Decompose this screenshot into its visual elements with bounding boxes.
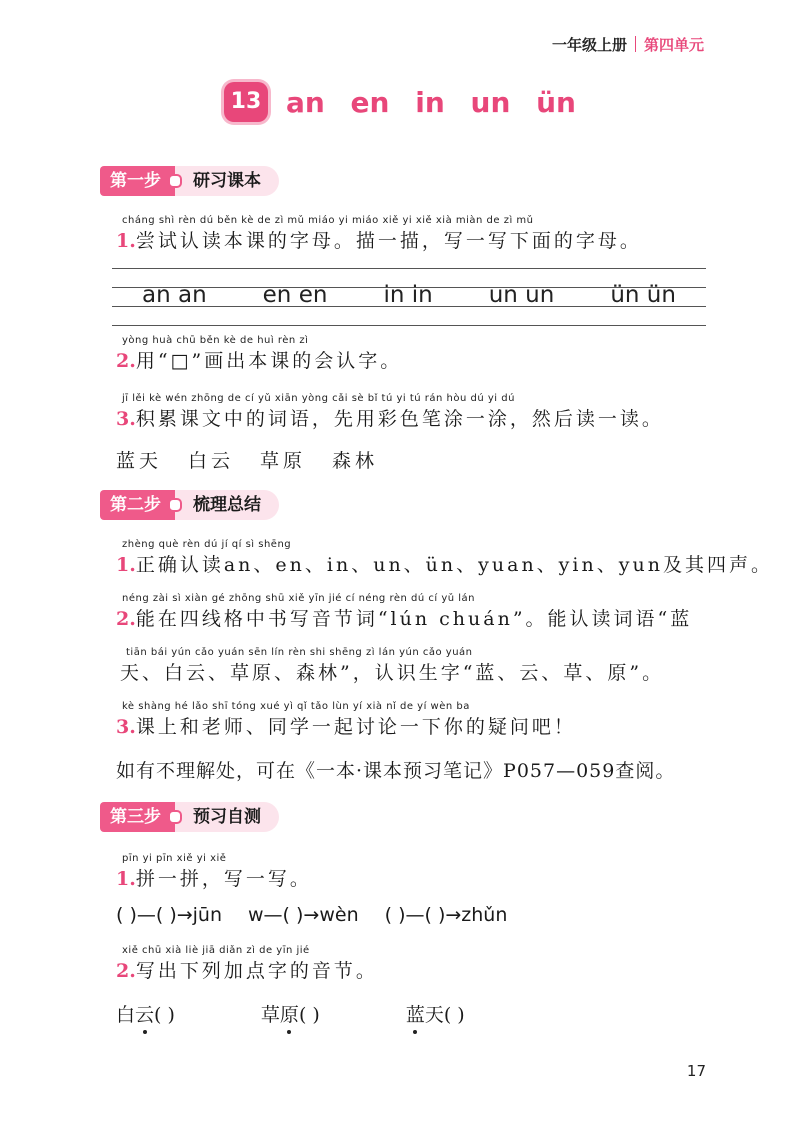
step-2-tag-text: 第二步 — [110, 495, 161, 515]
step-2-q2 — [116, 592, 692, 632]
question-text: 能在四线格中书写音节词“lún chuán”。能认读词语“蓝 — [135, 608, 693, 630]
lesson-title — [0, 82, 800, 126]
reference-note: 如有不理解处，可在《一本·课本预习笔记》P057—059查阅。 — [116, 760, 676, 782]
vocabulary-words — [116, 446, 404, 473]
four-line-grid — [112, 268, 706, 326]
step-3-heading — [100, 802, 279, 832]
step-2-tag — [100, 490, 175, 520]
step-3-name: 预习自测 — [175, 802, 279, 832]
step-2-q2-cont — [120, 646, 664, 686]
trace-pair: en en — [262, 282, 328, 308]
step-3-tag-text: 第三步 — [110, 807, 161, 827]
step-1-tag — [100, 166, 175, 196]
step-1-heading — [100, 166, 279, 196]
spelling-blank[interactable]: ( )—( )→zhǔn — [384, 904, 508, 926]
lesson-vowels: an en in un ün — [285, 85, 576, 119]
question-text: 天、白云、草原、森林”，认识生字“蓝、云、草、原”。 — [120, 662, 665, 684]
spelling-blank[interactable]: ( )—( )→jūn — [116, 904, 223, 926]
step-1-name: 研习课本 — [175, 166, 279, 196]
syllable-item[interactable]: 白云( ) — [116, 1004, 175, 1026]
syllable-item[interactable]: 蓝天( ) — [405, 1004, 465, 1026]
page-header — [552, 34, 704, 55]
spelling-exercise — [116, 904, 533, 926]
step-2-q1 — [116, 538, 773, 578]
step-dot-icon — [168, 174, 182, 188]
vocab-word: 蓝天 — [116, 450, 163, 472]
step-3-tag — [100, 802, 175, 832]
spelling-blank[interactable]: w—( )→wèn — [248, 904, 359, 926]
syllable-item[interactable]: 草原( ) — [260, 1004, 320, 1026]
unit-label: 第四单元 — [643, 36, 704, 54]
syllable-exercise — [116, 1000, 525, 1027]
question-number: 2. — [116, 960, 136, 982]
pinyin-annotation: zhèng què rèn dú jí qí sì shēng — [122, 539, 292, 550]
question-number: 1. — [116, 868, 136, 890]
dotted-char: 云 — [135, 1004, 155, 1026]
pinyin-annotation: jī lěi kè wén zhōng de cí yǔ xiān yòng cǎi sè bǐ tú yi tú rán hòu dú yi dú — [122, 393, 515, 404]
page-number: 17 — [686, 1062, 706, 1080]
step-1-q1 — [116, 214, 642, 254]
step-2-q3 — [116, 700, 576, 740]
trace-pair: ün ün — [610, 282, 676, 308]
vocab-word: 白云 — [188, 450, 235, 472]
trace-pair: un un — [488, 282, 555, 308]
grade-label: 一年级上册 — [551, 36, 627, 54]
pinyin-annotation: kè shàng hé lǎo shī tóng xué yì qǐ tǎo lùn yí xià nǐ de yí wèn ba — [122, 701, 470, 712]
pinyin-annotation: néng zài sì xiàn gé zhōng shū xiě yīn jié cí néng rèn dú cí yǔ lán — [122, 593, 476, 604]
dotted-char: 蓝 — [405, 1004, 425, 1026]
question-text: 写出下列加点字的音节。 — [135, 960, 378, 982]
step-3-q1 — [116, 852, 312, 892]
question-text: 积累课文中的词语，先用彩色笔涂一涂，然后读一读。 — [135, 408, 664, 430]
pinyin-annotation: xiě chū xià liè jiā diǎn zì de yīn jié — [122, 945, 310, 956]
step-1-tag-text: 第一步 — [110, 171, 161, 191]
dotted-char: 原 — [279, 1004, 299, 1026]
lesson-number-badge: 13 — [224, 82, 268, 122]
pinyin-annotation: yòng huà chū běn kè de huì rèn zì — [122, 335, 309, 346]
question-text: 拼一拼，写一写。 — [135, 868, 312, 890]
step-3-q2 — [116, 944, 378, 984]
question-number: 2. — [116, 608, 136, 630]
step-dot-icon — [168, 810, 182, 824]
step-1-q2 — [116, 334, 402, 374]
pinyin-annotation: tiān bái yún cǎo yuán sēn lín rèn shi shēng zì lán yún cǎo yuán — [126, 647, 473, 658]
question-number: 1. — [116, 554, 136, 576]
trace-pair: an an — [142, 282, 207, 308]
trace-pair: in in — [383, 282, 433, 308]
pinyin-annotation: pīn yi pīn xiě yi xiě — [122, 853, 227, 864]
pinyin-annotation: cháng shì rèn dú běn kè de zì mǔ miáo yi miáo xiě yi xiě xià miàn de zì mǔ — [122, 215, 534, 226]
question-text: 正确认读an、en、in、un、ün、yuan、yin、yun及其四声。 — [135, 554, 773, 576]
step-2-name: 梳理总结 — [175, 490, 279, 520]
step-2-heading — [100, 490, 279, 520]
vocab-word: 森林 — [332, 450, 379, 472]
question-number: 1. — [116, 230, 136, 252]
question-number: 2. — [116, 350, 136, 372]
step-1-q3 — [116, 392, 664, 432]
question-text: 尝试认读本课的字母。描一描，写一写下面的字母。 — [135, 230, 642, 252]
vocab-word: 草原 — [260, 450, 307, 472]
question-text: 课上和老师、同学一起讨论一下你的疑问吧！ — [135, 716, 576, 738]
question-text: 用“□”画出本课的会认字。 — [135, 350, 403, 372]
question-number: 3. — [116, 408, 136, 430]
question-number: 3. — [116, 716, 136, 738]
step-dot-icon — [168, 498, 182, 512]
header-divider — [635, 36, 636, 52]
tracing-letters — [142, 282, 732, 308]
